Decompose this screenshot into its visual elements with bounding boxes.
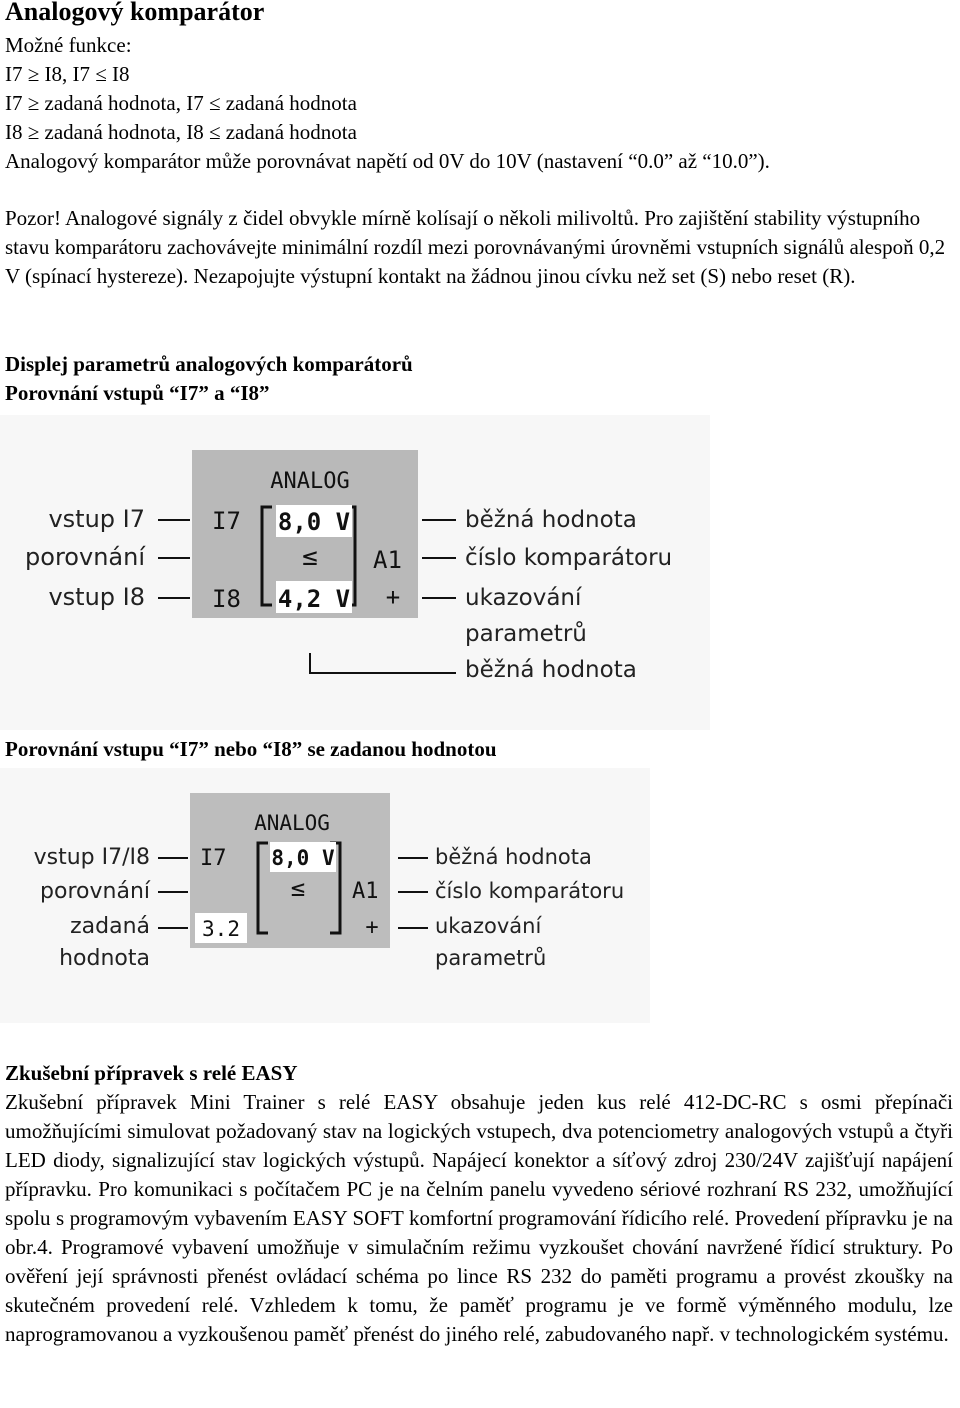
lcd-comparator-id-2: A1: [352, 879, 379, 904]
lcd-value-top: 8,0 V: [277, 508, 351, 536]
label-current-value-2: běžná hodnota: [435, 845, 592, 869]
label-show-params-2-2: parametrů: [435, 946, 547, 970]
voltage-range-text: Analogový komparátor může porovnávat napětí od 0V do 10V (nastavení “0.0” až “10.0”).: [5, 149, 770, 173]
warning-paragraph: Pozor! Analogové signály z čidel obvykle mírně kolísají o několi milivoltů. Pro zajištění stability výstupního stavu komparátoru zachovávejte minimální rozdíl mezi porovnávanými úrovněmi vstupních signálů alespoň 0,2 V (spínací hystereze). Nezapojujte výstupní kontakt na žádnou jinou cívku než set (S) nebo reset (R).: [5, 206, 946, 288]
function-line-3: I8 ≥ zadaná hodnota, I8 ≤ zadaná hodnota: [5, 120, 357, 144]
label-setpoint-2: hodnota: [59, 946, 150, 971]
comparator-display-diagram-1: [0, 415, 710, 730]
function-line-2: I7 ≥ zadaná hodnota, I7 ≤ zadaná hodnota: [5, 91, 357, 115]
label-show-params-2: parametrů: [465, 621, 587, 647]
label-comparator-number-2: číslo komparátoru: [435, 879, 625, 903]
section-heading-display: Displej parametrů analogových komparátorů: [5, 352, 413, 376]
page-title: Analogový komparátor: [5, 0, 265, 26]
lcd-plus-symbol: +: [385, 583, 401, 611]
section-heading-easy: Zkušební přípravek s relé EASY: [5, 1061, 298, 1085]
lcd-plus-symbol-2: +: [365, 915, 379, 940]
label-setpoint-1: zadaná: [70, 914, 150, 939]
label-show-params-2-1: ukazování: [435, 914, 542, 938]
label-comparison: porovnání: [25, 543, 145, 571]
label-current-value-bottom: běžná hodnota: [465, 657, 637, 683]
label-input-i8: vstup I8: [48, 583, 145, 611]
easy-description-paragraph: Zkušební přípravek Mini Trainer s relé EASY obsahuje jeden kus relé 412-DC-RC s osmi přepínači umožňujícími simulovat požadovaný stav na logických vstupech, dva potenciometry analogových vstupů a čtyři LED diody, signalizující stav logických výstupů. Napájecí konektor a síťový zdroj 230/24V zajišťují napájení přípravku. Pro komunikaci s počítačem PC je na čelním panelu vyvedeno sériové rozhraní RS 232, umožňující spolu s programovým vybavením EASY SOFT komfortní programování řídicího relé. Provedení přípravku je na obr.4. Programové vybavení umožňuje v simulačním režimu vyzkoušet chování navržené řídicí struktury. Po ověření její správnosti přenést ovládací schéma po lince RS 232 do paměti programu a provést zkoušky na skutečném provedení relé. Vzhledem k tomu, že paměť programu je ve formě výměnného modulu, lze naprogramovanou a vyzkoušenou paměť přenést do jiného relé, zabudovaného např. v technologickém systému.: [5, 1090, 953, 1346]
label-show-params-1: ukazování: [465, 585, 582, 611]
lcd-value-top-2: 8,0 V: [271, 846, 335, 870]
comparator-display-diagram-2: [0, 768, 650, 1023]
lcd-header-2: ANALOG: [254, 811, 330, 835]
lcd-operator: ≤: [302, 542, 318, 572]
lcd-input-code-top: I7: [212, 507, 241, 535]
section-subheading-i7-i8: Porovnání vstupů “I7” a “I8”: [5, 381, 270, 405]
lcd-comparator-id: A1: [373, 546, 402, 574]
lcd-input-code-2: I7: [200, 846, 227, 871]
function-line-1: I7 ≥ I8, I7 ≤ I8: [5, 62, 130, 86]
lcd-value-bottom: 4,2 V: [277, 585, 351, 613]
lcd-input-code-bottom: I8: [212, 585, 241, 613]
label-comparison-2: porovnání: [40, 879, 150, 904]
section-subheading-setpoint: Porovnání vstupu “I7” nebo “I8” se zadanou hodnotou: [5, 737, 497, 761]
lcd-header: ANALOG: [270, 469, 350, 494]
lcd-setpoint: 3.2: [202, 917, 240, 941]
label-comparator-number: číslo komparátoru: [465, 545, 673, 571]
label-input-i7-i8: vstup I7/I8: [33, 845, 150, 870]
functions-label: Možné funkce:: [5, 33, 132, 57]
label-input-i7: vstup I7: [48, 505, 145, 533]
label-current-value-top: běžná hodnota: [465, 507, 637, 533]
lcd-operator-2: ≤: [290, 874, 306, 902]
